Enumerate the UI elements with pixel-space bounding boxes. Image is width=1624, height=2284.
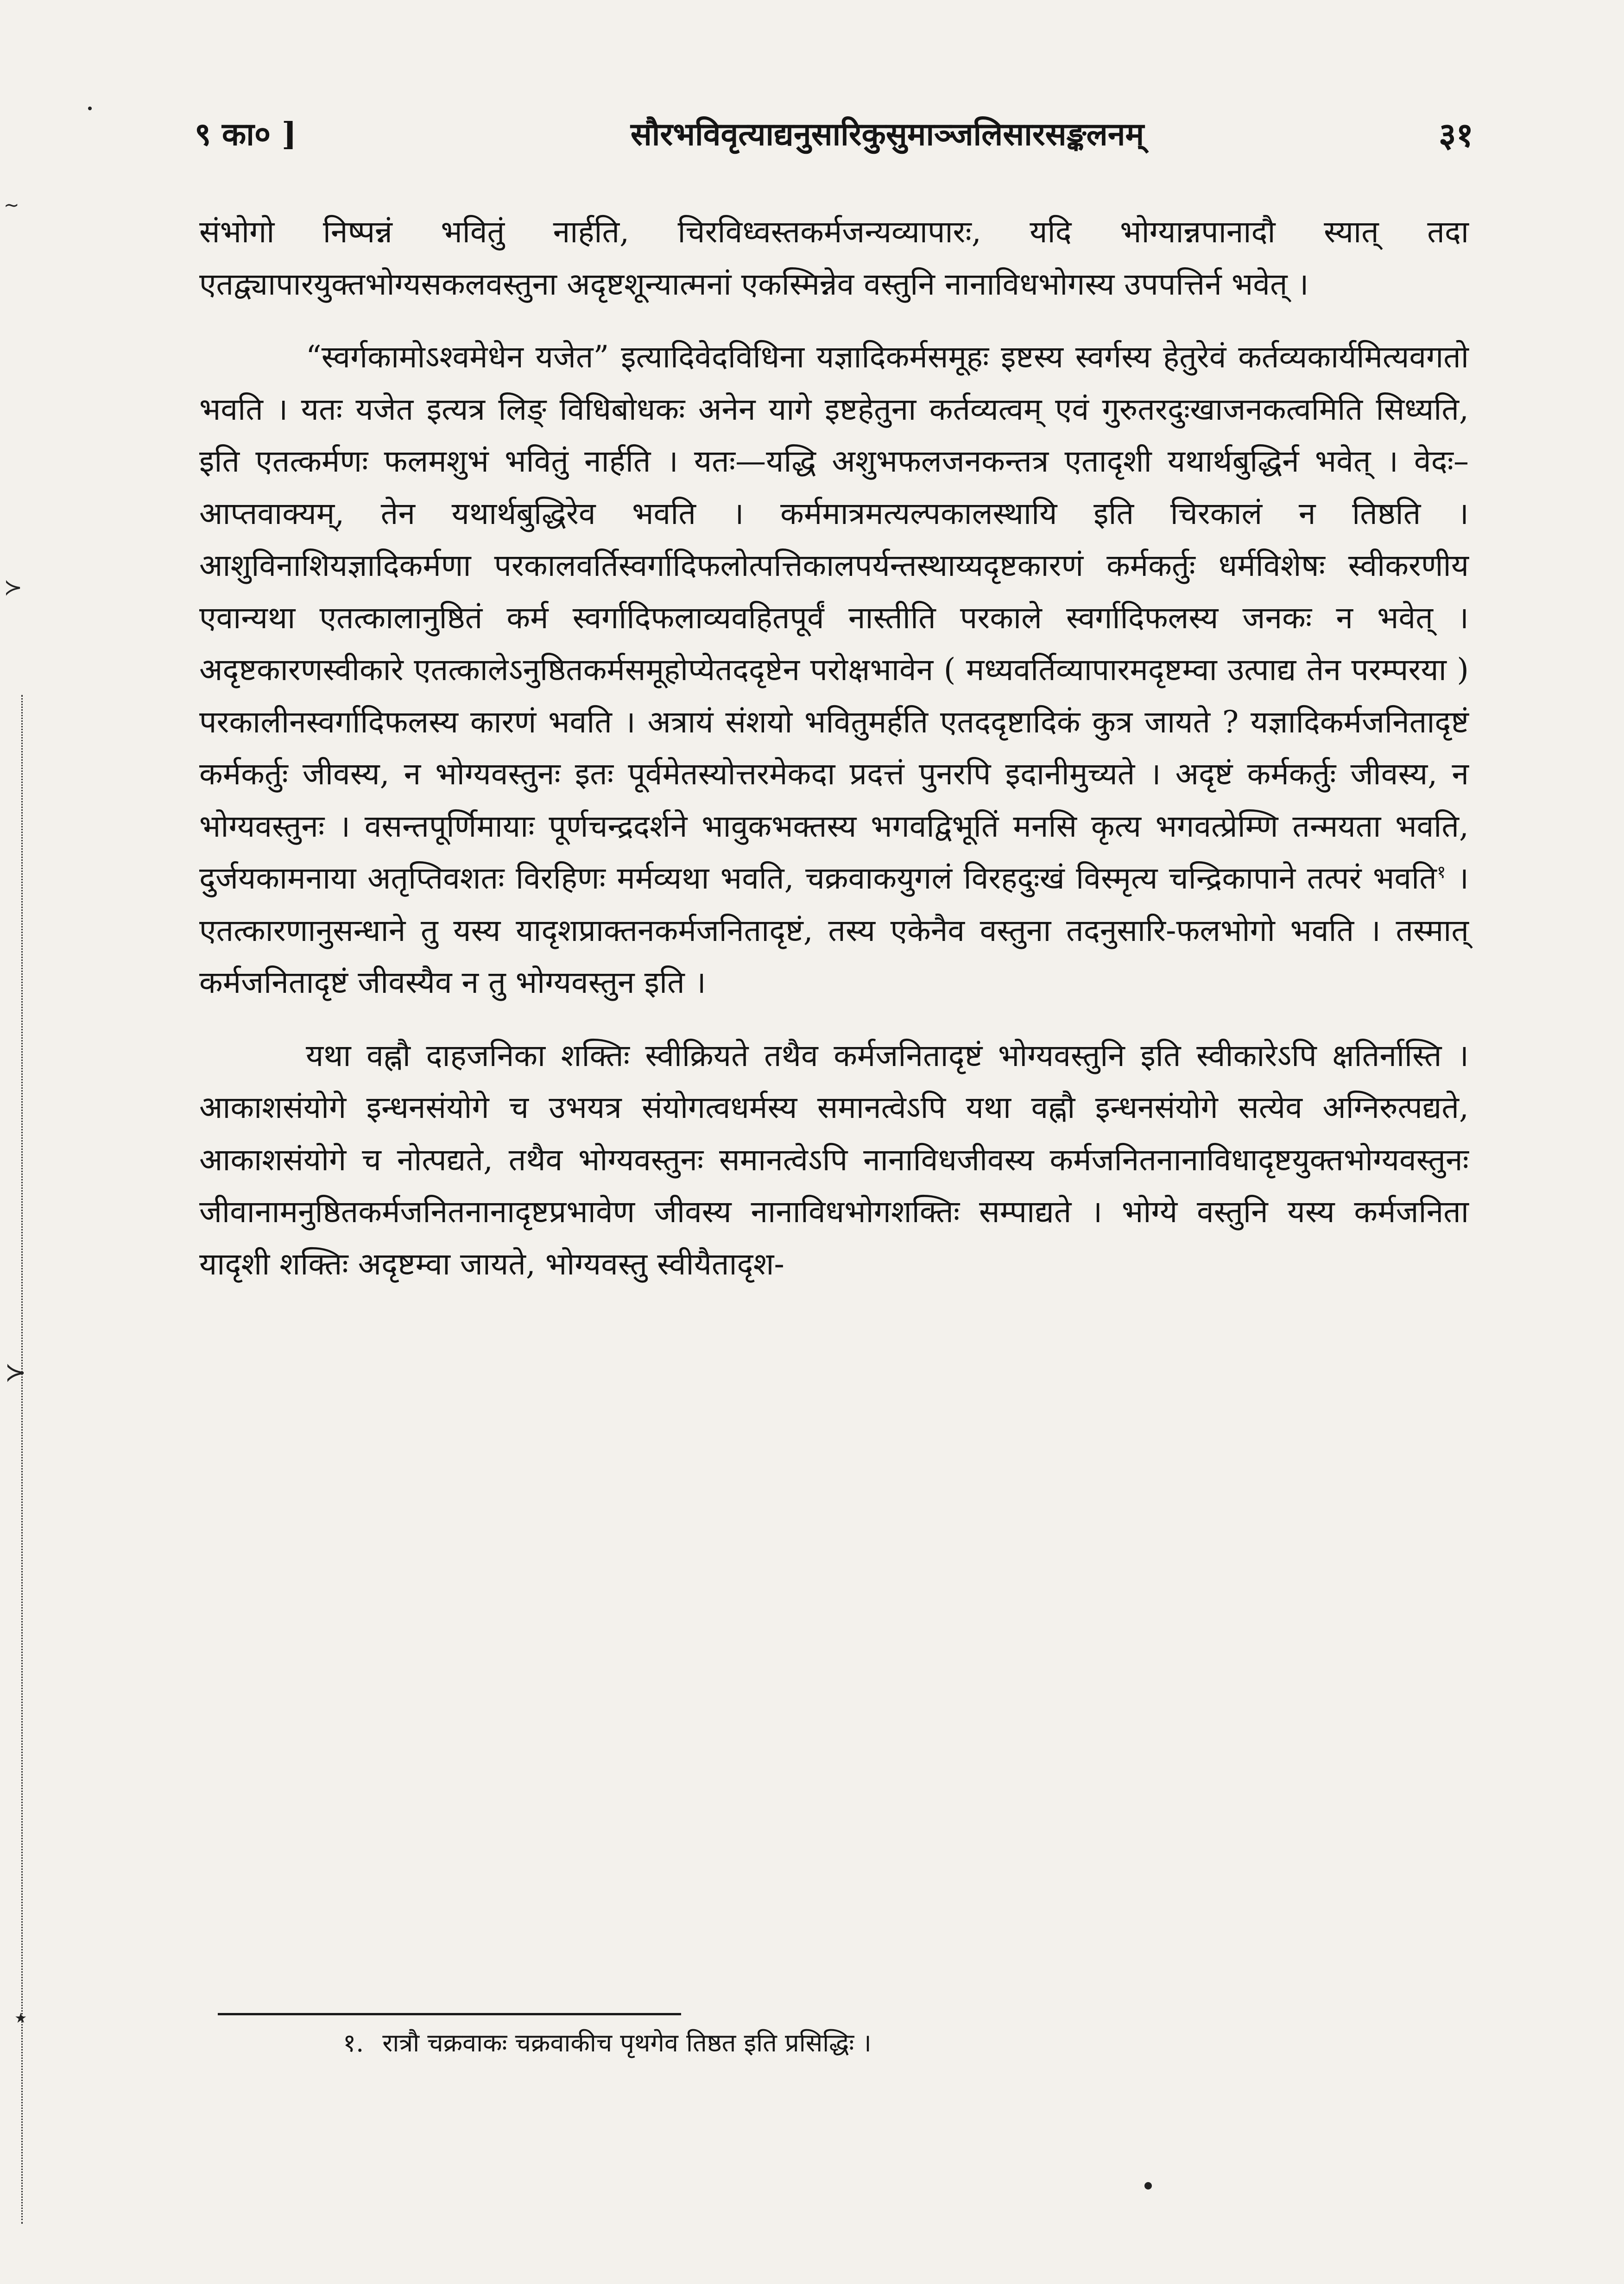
footnote-text: रात्रौ चक्रवाकः चक्रवाकीच पृथगेव तिष्ठत इति प्रसिद्धिः । xyxy=(382,2028,872,2057)
footnote xyxy=(343,2025,1455,2062)
margin-scan-mark: ≻ xyxy=(4,574,23,600)
margin-scan-mark: ~ xyxy=(4,195,19,216)
header-section-label: ९ का० ] xyxy=(195,116,297,153)
footnote-divider xyxy=(218,2013,681,2015)
margin-scan-mark: ⋆ xyxy=(12,2001,30,2034)
scan-speck xyxy=(1144,2182,1152,2189)
footnote-marker: १. xyxy=(343,2028,364,2057)
footnote-reference: १ xyxy=(1436,862,1446,882)
binding-edge-line xyxy=(21,695,23,2224)
running-header xyxy=(195,111,1473,162)
page-number: ३१ xyxy=(1439,115,1473,154)
paragraph-1: संभोगो निष्पन्नं भवितुं नार्हति, चिरविध्वस्तकर्मजन्यव्यापारः, यदि भोग्यान्नपानादौ स्यात् तदा एतद्व्यापारयुक्तभोग्यसकलवस्तुना अदृष्टशून्यात्मनां एकस्मिन्नेव वस्तुनि नानाविधभोगस्य उपपत्तिर्न भवेत् । xyxy=(199,214,1469,302)
paragraph-2 xyxy=(199,331,1469,1009)
header-book-title: सौरभविवृत्याद्यनुसारिकुसुमाञ्जलिसारसङ्कलनम् xyxy=(630,116,1144,153)
paragraph-3: यथा वह्नौ दाहजनिका शक्तिः स्वीक्रियते तथैव कर्मजनितादृष्टं भोग्यवस्तुनि इति स्वीकारेऽपि क्षतिर्नास्ति । आकाशसंयोगे इन्धनसंयोगे च उभयत्र संयोगत्वधर्मस्य समानत्वेऽपि यथा वह्नौ इन्धनसंयोगे सत्येव अग्निरुत्पद्यते, आकाशसंयोगे च नोत्पद्यते, तथैव भोग्यवस्तुनः समानत्वेऽपि नानाविधजीवस्य कर्मजनितनानाविधादृष्टयुक्तभोग्यवस्तुनः जीवानामनुष्ठितकर्मजनितनानादृष्टप्रभावेण जीवस्य नानाविधभोगशक्तिः सम्पाद्यते । भोग्ये वस्तुनि यस्य कर्मजनिता यादृशी शक्तिः अदृष्टम्वा जायते, भोग्यवस्तु स्वीयैतादृश- xyxy=(199,1037,1469,1282)
margin-scan-mark: ≻ xyxy=(5,1357,26,1388)
paragraph-2-text: “स्वर्गकामोऽश्वमेधेन यजेत” इत्यादिवेदविधिना यज्ञादिकर्मसमूहः इष्टस्य स्वर्गस्य हेतुरेवं कर्तव्यकार्यमित्यवगतो भवति । यतः यजेत इत्यत्र लिङ् विधिबोधकः अनेन यागे इष्टहेतुना कर्तव्यत्वम् एवं गुरुतरदुःखाजनकत्वमिति सिध्यति, इति एतत्कर्मणः फलमशुभं भवितुं नार्हति । यतः—यद्धि अशुभफलजनकन्तत्र एतादृशी यथार्थबुद्धिर्न भवेत् । वेदः–आप्तवाक्यम्, तेन यथार्थबुद्धिरेव भवति । कर्ममात्रमत्यल्पकालस्थायि इति चिरकालं न तिष्ठति । आशुविनाशियज्ञादिकर्मणा परकालवर्तिस्वर्गादिफलोत्पत्तिकालपर्यन्तस्थाय्यदृष्टकारणं कर्मकर्तुः धर्मविशेषः स्वीकरणीय एवान्यथा एतत्कालानुष्ठितं कर्म स्वर्गादिफलाव्यवहितपूर्वं नास्तीति परकाले स्वर्गादिफलस्य जनकः न भवेत् । अदृष्टकारणस्वीकारे एतत्कालेऽनुष्ठितकर्मसमूहोप्येतददृष्टेन परोक्षभावेन ( मध्यवर्तिव्यापारमदृष्टम्वा उत्पाद्य तेन परम्परया ) परकालीनस्वर्गादिफलस्य कारणं भवति । अत्रायं संशयो भवितुमर्हति एतददृष्टादिकं कुत्र जायते ? यज्ञादिकर्मजनितादृष्टं कर्मकर्तुः जीवस्य, न भोग्यवस्तुनः इतः पूर्वमेतस्योत्तरमेकदा प्रदत्तं पुनरपि इदानीमुच्यते । अदृष्टं कर्मकर्तुः जीवस्य, न भोग्यवस्तुनः । वसन्तपूर्णिमायाः पूर्णचन्द्रदर्शने भावुकभक्तस्य भगवद्विभूतिं मनसि कृत्य भगवत्प्रेम्णि तन्मयता भवति, दुर्जयकामनाया अतृप्तिवशतः विरहिणः मर्मव्यथा भवति, चक्रवाकयुगलं विरहदुःखं विस्मृत्य चन्द्रिकापाने तत्परं भवति xyxy=(199,339,1469,896)
paragraph-2-continuation: । एतत्कारणानुसन्धाने तु यस्य यादृशप्राक्तनकर्मजनितादृष्टं, तस्य एकेनैव वस्तुना तदनुसारि-फलभोगो भवति । तस्मात् कर्मजनितादृष्टं जीवस्यैव न तु भोग्यवस्तुन इति । xyxy=(199,860,1469,1000)
scan-speck xyxy=(88,107,92,110)
body-text xyxy=(199,206,1469,1290)
